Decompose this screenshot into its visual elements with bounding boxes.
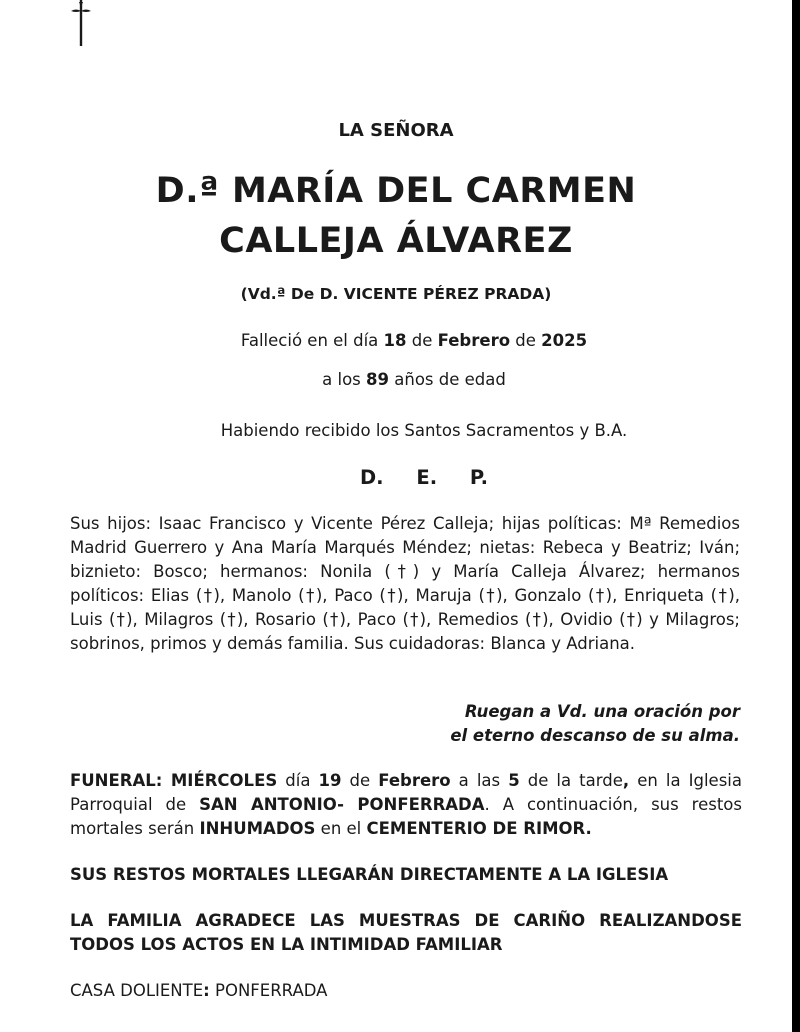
funeral-church: SAN ANTONIO- PONFERRADA bbox=[199, 795, 485, 814]
funeral-inhumados: INHUMADOS bbox=[199, 819, 316, 838]
house-label: CASA DOLIENTE bbox=[70, 981, 204, 1000]
latin-cross-icon bbox=[66, 0, 96, 46]
funeral-comma: , bbox=[622, 771, 630, 790]
death-date-line bbox=[0, 331, 792, 350]
sacraments-line: Habiendo recibido los Santos Sacramentos y B.A. bbox=[220, 421, 628, 440]
death-de1: de bbox=[411, 331, 433, 350]
age-suffix: años de edad bbox=[394, 370, 506, 389]
funeral-text: . A continuación, sus restos mortales serán bbox=[70, 795, 742, 838]
deceased-name-line2: CALLEJA ÁLVAREZ bbox=[219, 221, 573, 261]
dep-line bbox=[0, 466, 792, 489]
age-line bbox=[0, 370, 792, 389]
house-colon: : bbox=[203, 981, 210, 1000]
house-value: PONFERRADA bbox=[209, 981, 328, 1000]
age-prefix: a los bbox=[322, 370, 361, 389]
deceased-name bbox=[0, 166, 792, 266]
dep-p: P. bbox=[469, 466, 489, 489]
funeral-paragraph bbox=[70, 769, 742, 841]
funeral-text: en el bbox=[315, 819, 367, 838]
death-month: Febrero bbox=[437, 331, 511, 350]
funeral-text: de bbox=[341, 771, 379, 790]
house-of-mourning bbox=[70, 981, 327, 1000]
dep-d: D. bbox=[359, 466, 384, 489]
death-day: 18 bbox=[383, 331, 407, 350]
death-prefix: Falleció en el día bbox=[240, 331, 379, 350]
deceased-name-line1: D.ª MARÍA DEL CARMEN bbox=[155, 171, 637, 211]
funeral-cemetery: CEMENTERIO DE RIMOR. bbox=[366, 819, 592, 838]
funeral-label: FUNERAL: MIÉRCOLES bbox=[70, 771, 278, 790]
funeral-text: a las bbox=[450, 771, 509, 790]
age-value: 89 bbox=[366, 370, 389, 389]
dep-e: E. bbox=[416, 466, 438, 489]
family-paragraph: Sus hijos: Isaac Francisco y Vicente Pérez Calleja; hijas políticas: Mª Remedios Madrid Guerrero y Ana María Marqués Méndez; nietas: Rebeca y Beatriz; Iván; biznieto: Bosco; hermanos: Nonila (†) y María Calleja Álvarez; hermanos políticos: Elias (†), Manolo (†), Paco (†), Maruja (†), Gonzalo (†), Enriqueta (†), Luis (†), Milagros (†), Rosario (†), Paco (†), Remedios (†), Ovidio (†) y Milagros; sobrinos, primos y demás familia. Sus cuidadoras: Blanca y Adriana. bbox=[70, 514, 740, 653]
prayer-request bbox=[450, 700, 740, 748]
funeral-text: en la Iglesia Parroquial de bbox=[70, 771, 742, 814]
funeral-text: día bbox=[277, 771, 319, 790]
remains-notice: SUS RESTOS MORTALES LLEGARÁN DIRECTAMENTE A LA IGLESIA bbox=[70, 865, 669, 884]
funeral-month: Febrero bbox=[378, 771, 451, 790]
funeral-day: 19 bbox=[318, 771, 342, 790]
prayer-line2: el eterno descanso de su alma. bbox=[450, 726, 740, 745]
widow-note: (Vd.ª De D. VICENTE PÉREZ PRADA) bbox=[240, 285, 552, 303]
thanks-notice: LA FAMILIA AGRADECE LAS MUESTRAS DE CARIÑO REALIZANDOSE TODOS LOS ACTOS EN LA INTIMIDAD FAMILIAR bbox=[70, 911, 742, 954]
funeral-text: de la tarde bbox=[519, 771, 623, 790]
heading-la-senora: LA SEÑORA bbox=[338, 120, 454, 141]
death-year: 2025 bbox=[541, 331, 588, 350]
death-de2: de bbox=[515, 331, 536, 350]
prayer-line1: Ruegan a Vd. una oración por bbox=[464, 702, 740, 721]
funeral-hour: 5 bbox=[508, 771, 520, 790]
